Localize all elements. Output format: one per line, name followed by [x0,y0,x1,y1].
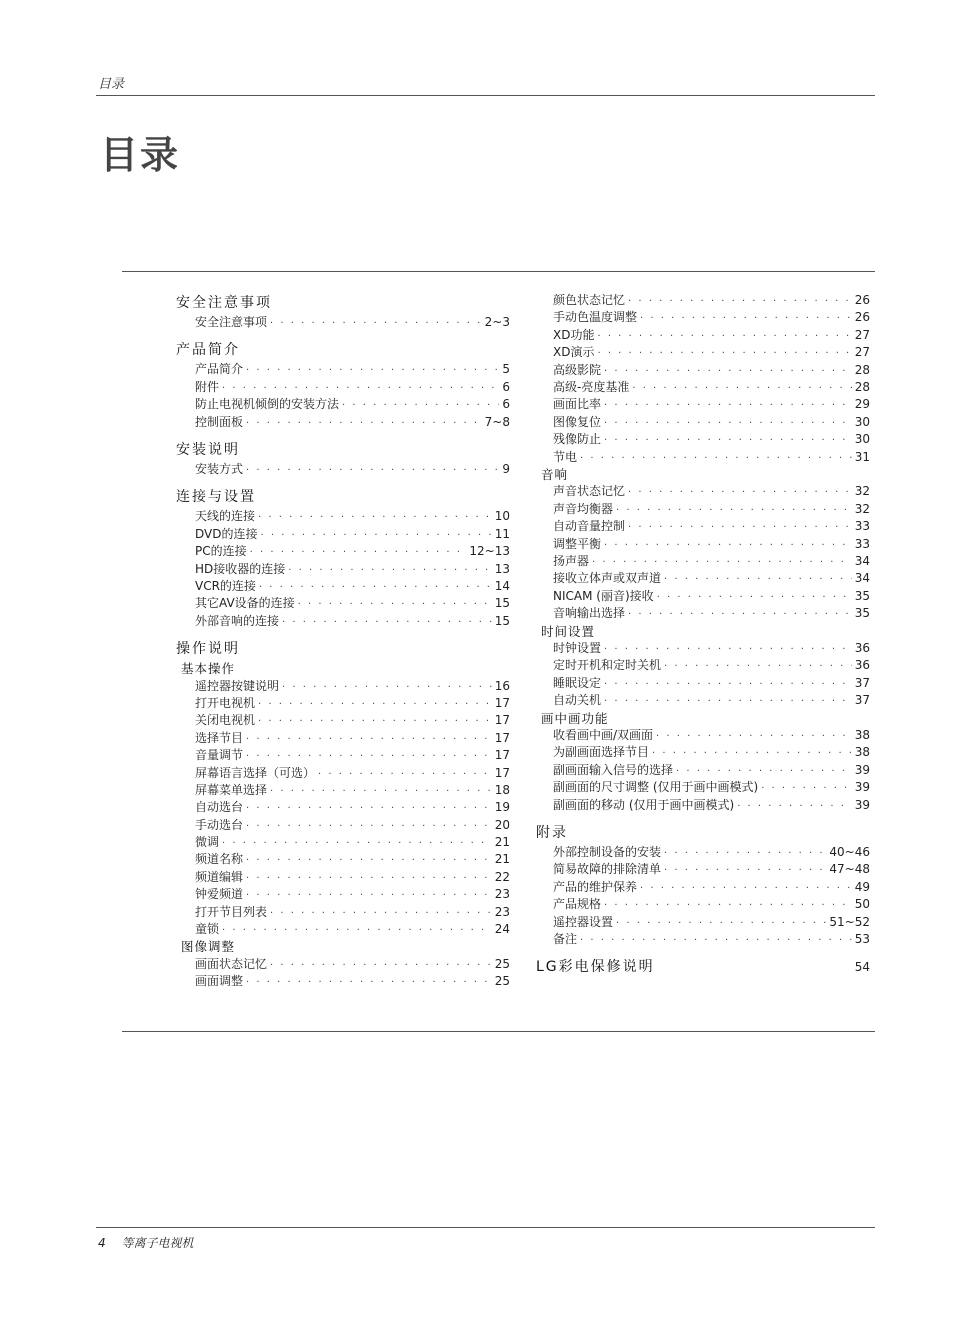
toc-page-number: 35 [854,606,870,621]
dot-leader [270,957,492,974]
dot-leader [270,783,492,800]
toc-page-number: 32 [854,484,870,499]
toc-entry-row [176,361,510,378]
toc-entry-label: 备注 [553,932,578,946]
dot-leader [604,641,852,658]
toc-entry-label: 画面调整 [195,974,244,989]
dot-leader [246,887,492,904]
toc-page-number: 38 [854,745,870,760]
toc-entry-row [536,931,870,948]
toc-entry-row [536,379,870,396]
toc-entry-row [176,747,510,764]
toc-entry-row [176,526,510,543]
toc-entry-row [176,508,510,525]
toc-entry-row [176,851,510,868]
dot-leader [737,798,852,815]
toc-entry-label: 画面状态记忆 [195,956,268,971]
toc-page-number: 19 [494,800,510,815]
toc-entry-row [176,834,510,851]
toc-entry-label: 钟爱频道 [195,887,244,902]
toc-entry-row [176,973,510,990]
toc-entry-label: 频道编辑 [195,869,244,884]
dot-leader [260,527,491,544]
toc-subsection-label: 时间设置 [541,623,596,639]
dot-leader [628,519,852,536]
toc-section-row [536,956,870,978]
toc-entry-label: 产品简介 [195,362,244,377]
dot-leader [664,862,826,879]
toc-entry-label: XD演示 [553,345,595,360]
toc-page-number: 16 [494,678,510,693]
toc-section-label: 安装说明 [176,441,240,458]
toc-entry-row [176,595,510,612]
dot-leader [597,345,851,362]
toc-entry-label: 接收立体声或双声道 [553,571,662,586]
dot-leader [604,537,852,554]
dot-leader [664,658,852,675]
toc-entry-row [176,921,510,938]
toc-entry-row [176,414,510,431]
dot-leader [258,696,492,713]
toc-entry-row [536,692,870,709]
toc-entry-label: 外部控制设备的安装 [553,845,662,860]
toc-entry-row [176,886,510,903]
dot-leader [604,897,852,914]
dot-leader [222,380,499,397]
toc-section-label: 产品简介 [176,342,240,359]
toc-entry-row [176,956,510,973]
toc-entry-label: 颜色状态记忆 [553,293,626,307]
toc-entry-label: 为副画面选择节目 [553,745,650,760]
toc-entry-label: 选择节目 [195,730,244,745]
toc-page-number: 24 [494,922,510,937]
toc-entry-label: 定时开机和定时关机 [553,658,662,673]
toc-page-number: 27 [854,345,870,360]
toc-entry-row [536,844,870,861]
toc-subsection-row [536,466,870,484]
toc-page-number: 32 [854,501,870,516]
toc-entry-row [176,678,510,695]
dot-leader [270,315,482,332]
toc-entry-row [536,449,870,466]
toc-entry-label: 时钟设置 [553,641,602,656]
dot-leader [282,679,492,696]
toc-page-number: 35 [854,588,870,603]
toc-section-label: 附录 [536,825,568,842]
toc-entry-label: PC的连接 [195,544,247,559]
toc-entry-label: 收看画中画/双画面 [553,728,654,743]
toc-page-number: 36 [854,658,870,673]
toc-entry-label: 调整平衡 [553,536,602,551]
toc-entry-label: 简易故障的排除清单 [553,862,662,877]
toc-entry-row [536,327,870,344]
toc-entry-label: 童锁 [195,922,220,937]
toc-entry-row [536,861,870,878]
toc-entry-row [536,779,870,796]
toc-page-number: 30 [854,414,870,429]
toc-entry-row [176,730,510,747]
toc-section-row [176,339,510,361]
toc-bottom-rule [122,1031,875,1032]
footer [98,1234,193,1251]
toc-entry-label: 屏幕语言选择（可选） [195,765,316,780]
toc-entry-label: 自动关机 [553,693,602,708]
toc-entry-label: 高级影院 [553,362,602,377]
dot-leader [246,415,482,432]
toc-entry-label: 防止电视机倾倒的安装方法 [195,397,340,412]
toc-page-number: 28 [854,362,870,377]
footer-rule [96,1227,875,1228]
dot-leader [657,589,852,606]
toc-page-number: 49 [854,879,870,894]
toc-entry-row [176,782,510,799]
toc-page-number: 7~8 [484,414,510,429]
toc-entry-label: 产品规格 [553,897,602,912]
toc-page-number: 26 [854,310,870,325]
toc-entry-row [176,543,510,560]
toc-section-row [176,638,510,660]
toc-page-number: 38 [854,728,870,743]
toc-page-number: 17 [494,713,510,728]
toc-entry-label: 控制面板 [195,414,244,429]
dot-leader [632,380,851,397]
toc-entry-row [536,896,870,913]
toc-entry-row [176,613,510,630]
toc-page-number: 21 [494,852,510,867]
dot-leader [246,800,492,817]
dot-leader [628,484,852,501]
toc-entry-label: 遥控器设置 [553,914,614,929]
toc-right-column [536,292,870,978]
toc-subsection-row [536,623,870,641]
toc-page-number: 9 [502,461,510,476]
dot-leader [342,397,499,414]
running-header: 目录 [98,77,125,92]
toc-page-number: 33 [854,519,870,534]
toc-entry-row [176,869,510,886]
dot-leader [222,922,492,939]
toc-page-number: 30 [854,432,870,447]
toc-page-number: 34 [854,553,870,568]
toc-entry-label: 声音状态记忆 [553,484,626,499]
dot-leader [580,932,852,949]
toc-entry-row [536,797,870,814]
toc-entry-row [536,914,870,931]
toc-page-number: 11 [494,526,510,541]
dot-leader [246,362,499,379]
toc-entry-label: 副画面的尺寸调整 (仅用于画中画模式) [553,780,759,795]
dot-leader [246,852,492,869]
toc-entry-row [536,762,870,779]
dot-leader [604,693,852,710]
dot-leader [318,766,492,783]
toc-page-number: 37 [854,675,870,690]
toc-entry-label: 其它AV设备的连接 [195,596,295,611]
toc-page-number: 25 [494,956,510,971]
toc-entry-row [536,536,870,553]
dot-leader [656,728,852,745]
toc-page-number: 15 [494,613,510,628]
toc-entry-row [176,765,510,782]
toc-entry-label: 微调 [195,835,220,850]
toc-entry-label: NICAM (丽音)接收 [553,588,654,603]
toc-entry-label: 高级-亮度基准 [553,379,630,394]
toc-page-number: 25 [494,974,510,989]
toc-entry-row [176,799,510,816]
toc-entry-row [536,396,870,413]
dot-leader [604,363,852,380]
header-rule [96,95,875,96]
dot-leader [640,880,852,897]
toc-subsection-label: 画中画功能 [541,710,609,726]
footer-page-number: 4 [98,1236,106,1250]
toc-entry-row [536,362,870,379]
toc-entry-row [536,605,870,622]
toc-entry-row [176,712,510,729]
toc-page-number: 39 [854,762,870,777]
toc-entry-row [536,640,870,657]
toc-entry-row [536,309,870,326]
toc-entry-label: 附件 [195,379,220,394]
page-title: 目录 [100,133,181,177]
toc-entry-row [176,817,510,834]
toc-entry-label: 关闭电视机 [195,713,256,728]
toc-page-number: 34 [854,571,870,586]
dot-leader [640,310,852,327]
dot-leader [246,818,492,835]
footer-product-name: 等离子电视机 [121,1236,194,1250]
toc-page-number: 26 [854,293,870,307]
toc-entry-label: 频道名称 [195,852,244,867]
toc-section-row [176,486,510,508]
dot-leader [298,596,492,613]
toc-page-number: 18 [494,782,510,797]
toc-page-number: 54 [854,960,870,975]
dot-leader [761,780,852,797]
toc-entry-row [176,695,510,712]
dot-leader [282,614,492,631]
toc-page-number: 23 [494,887,510,902]
toc-entry-row [536,879,870,896]
toc-entry-label: 音量调节 [195,748,244,763]
toc-entry-label: 副画面输入信号的选择 [553,762,674,777]
toc-subsection-row [176,938,510,956]
toc-entry-label: HD接收器的连接 [195,561,286,576]
dot-leader [664,571,852,588]
toc-entry-row [536,483,870,500]
toc-entry-row [536,431,870,448]
toc-page-number: 40~46 [829,845,870,860]
toc-entry-label: 手动色温度调整 [553,310,638,325]
toc-page-number: 13 [494,561,510,576]
toc-page-number: 47~48 [829,862,870,877]
toc-section-label: 安全注意事项 [176,295,272,311]
toc-entry-label: 自动选台 [195,800,244,815]
dot-leader [270,905,492,922]
toc-entry-label: 音响输出选择 [553,606,626,621]
toc-page-number: 50 [854,897,870,912]
toc-entry-label: DVD的连接 [195,526,258,541]
toc-entry-row [536,588,870,605]
toc-left-column [176,292,510,991]
toc-entry-row [536,414,870,431]
toc-page-number: 27 [854,327,870,342]
toc-entry-label: 安全注意事项 [195,315,268,329]
toc-page-number: 14 [494,578,510,593]
dot-leader [628,606,852,623]
toc-subsection-label: 图像调整 [181,939,236,955]
toc-entry-row [176,904,510,921]
dot-leader [676,763,852,780]
dot-leader [604,432,852,449]
toc-entry-label: 安装方式 [195,461,244,476]
dot-leader [597,328,851,345]
toc-page-number: 6 [502,397,510,412]
toc-entry-label: 睡眠设定 [553,675,602,690]
toc-entry-label: 遥控器按键说明 [195,678,280,693]
toc-entry-label: VCR的连接 [195,578,256,593]
dot-leader [604,415,852,432]
dot-leader [604,397,852,414]
toc-section-row [176,292,510,314]
dot-leader [250,544,467,561]
toc-page-number: 6 [502,379,510,394]
toc-subsection-row [176,660,510,678]
toc-entry-label: 画面比率 [553,397,602,412]
toc-entry-label: XD功能 [553,327,595,342]
toc-entry-row [536,292,870,309]
dot-leader [258,713,492,730]
toc-page-number: 39 [854,780,870,795]
toc-page-number: 17 [494,730,510,745]
toc-page-number: 28 [854,379,870,394]
toc-entry-label: 外部音响的连接 [195,613,280,628]
toc-entry-row [536,344,870,361]
toc-subsection-label: 音响 [541,466,569,482]
toc-page-number: 17 [494,765,510,780]
toc-page-number: 22 [494,869,510,884]
toc-entry-label: 手动选台 [195,817,244,832]
toc-page-number: 2~3 [484,315,510,329]
dot-leader [616,502,852,519]
toc-entry-label: 图像复位 [553,414,602,429]
dot-leader [258,509,492,526]
toc-entry-label: 副画面的移动 (仅用于画中画模式) [553,797,735,812]
toc-entry-row [536,553,870,570]
toc-entry-label: 节电 [553,449,578,464]
toc-section-label: 操作说明 [176,641,240,658]
toc-page-number: 31 [854,449,870,464]
toc-page-number: 33 [854,536,870,551]
toc-entry-row [176,314,510,331]
toc-entry-row [536,657,870,674]
toc-entry-label: 产品的维护保养 [553,879,638,894]
toc-entry-label: 打开节目列表 [195,904,268,919]
toc-entry-row [176,379,510,396]
toc-entry-label: 声音均衡器 [553,501,614,516]
toc-page-number: 51~52 [829,914,870,929]
toc-entry-row [536,501,870,518]
toc-page-number: 10 [494,509,510,524]
toc-entry-row [176,461,510,478]
dot-leader [652,745,852,762]
toc-page-number: 21 [494,835,510,850]
toc-subsection-row [536,710,870,728]
dot-leader [616,915,826,932]
toc-subsection-label: 基本操作 [181,661,236,677]
dot-leader [222,835,492,852]
dot-leader [628,293,852,310]
toc-entry-label: 扬声器 [553,553,590,568]
toc-entry-label: 打开电视机 [195,695,256,710]
toc-page-number: 37 [854,693,870,708]
toc-entry-label: 天线的连接 [195,509,256,524]
toc-page-number: 5 [502,362,510,377]
toc-entry-label: 屏幕菜单选择 [195,782,268,797]
dot-leader [580,450,852,467]
toc-entry-row [176,578,510,595]
toc-page-number: 17 [494,695,510,710]
dot-leader [246,748,492,765]
toc-page-number: 36 [854,641,870,656]
dot-leader [246,974,492,991]
dot-leader [246,462,499,479]
dot-leader [664,845,826,862]
toc-entry-row [176,396,510,413]
toc-page-number: 23 [494,904,510,919]
dot-leader [592,554,852,571]
toc-entry-row [536,744,870,761]
dot-leader [246,870,492,887]
toc-page-number: 17 [494,748,510,763]
toc-entry-row [536,727,870,744]
toc-page-number: 20 [494,817,510,832]
toc-section-label: LG彩电保修说明 [536,959,655,976]
toc-entry-row [536,518,870,535]
toc-entry-row [536,675,870,692]
toc-page-number: 12~13 [469,544,510,559]
dot-leader [604,676,852,693]
toc-page-number: 53 [854,932,870,946]
toc-top-rule [122,271,875,272]
toc-entry-row [536,570,870,587]
toc-section-label: 连接与设置 [176,489,256,506]
toc-entry-row [176,561,510,578]
toc-page-number: 29 [854,397,870,412]
toc-entry-label: 残像防止 [553,432,602,447]
toc-section-row [536,822,870,844]
dot-leader [259,579,492,596]
dot-leader [246,731,492,748]
dot-leader [288,562,491,579]
toc-page-number: 15 [494,596,510,611]
toc-section-row [176,439,510,461]
toc-page-number: 39 [854,797,870,812]
toc-entry-label: 自动音量控制 [553,519,626,534]
